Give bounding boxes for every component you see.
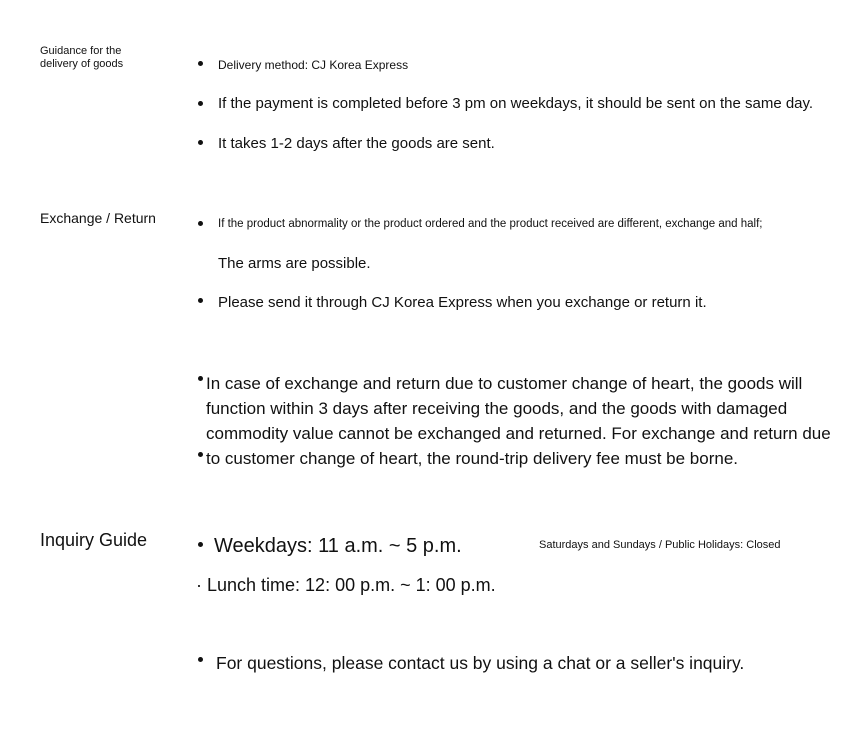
inquiry-weekend-item: Saturdays and Sundays / Public Holidays: Closed <box>539 539 781 551</box>
inquiry-contact-item: For questions, please contact us by using a chat or a seller's inquiry. <box>216 653 745 673</box>
exchange-abnormality-item: If the product abnormality or the product ordered and the product received are different, exchange and half; <box>218 218 763 230</box>
bullet-dot <box>198 61 203 66</box>
inquiry-lunch-item: · Lunch time: 12: 00 p.m. ~ 1: 00 p.m. <box>196 575 496 595</box>
exchange-change-of-heart-paragraph: In case of exchange and return due to customer change of heart, the goods will function within 3 days after receiving the goods, and the goods with damaged commodity value cannot be exchanged and returned. For exchange and return due to customer change of heart, the round-trip delivery fee must be borne. <box>206 374 831 468</box>
bullet-dot <box>198 657 203 662</box>
delivery-section-title <box>40 45 123 71</box>
bullet-dot <box>198 140 203 145</box>
bullet-dot <box>198 542 203 547</box>
exchange-abnormality-item-continued: The arms are possible. <box>218 255 371 272</box>
delivery-same-day-item: If the payment is completed before 3 pm on weekdays, it should be sent on the same day. <box>218 95 814 112</box>
delivery-title-line2: delivery of goods <box>40 58 124 71</box>
bullet-dot <box>198 298 203 303</box>
exchange-courier-item: Please send it through CJ Korea Express when you exchange or return it. <box>218 294 707 311</box>
bullet-dot <box>198 452 203 457</box>
delivery-title-line1: Guidance for the <box>40 45 122 57</box>
inquiry-weekdays-item: Weekdays: 11 a.m. ~ 5 p.m. <box>214 535 462 557</box>
bullet-dot <box>198 101 203 106</box>
delivery-method-item: Delivery method: CJ Korea Express <box>218 58 409 72</box>
delivery-duration-item: It takes 1-2 days after the goods are sent. <box>218 135 495 152</box>
exchange-section-title: Exchange / Return <box>40 210 156 226</box>
bullet-dot <box>198 376 203 381</box>
bullet-dot <box>198 221 203 226</box>
inquiry-section-title: Inquiry Guide <box>40 530 148 550</box>
